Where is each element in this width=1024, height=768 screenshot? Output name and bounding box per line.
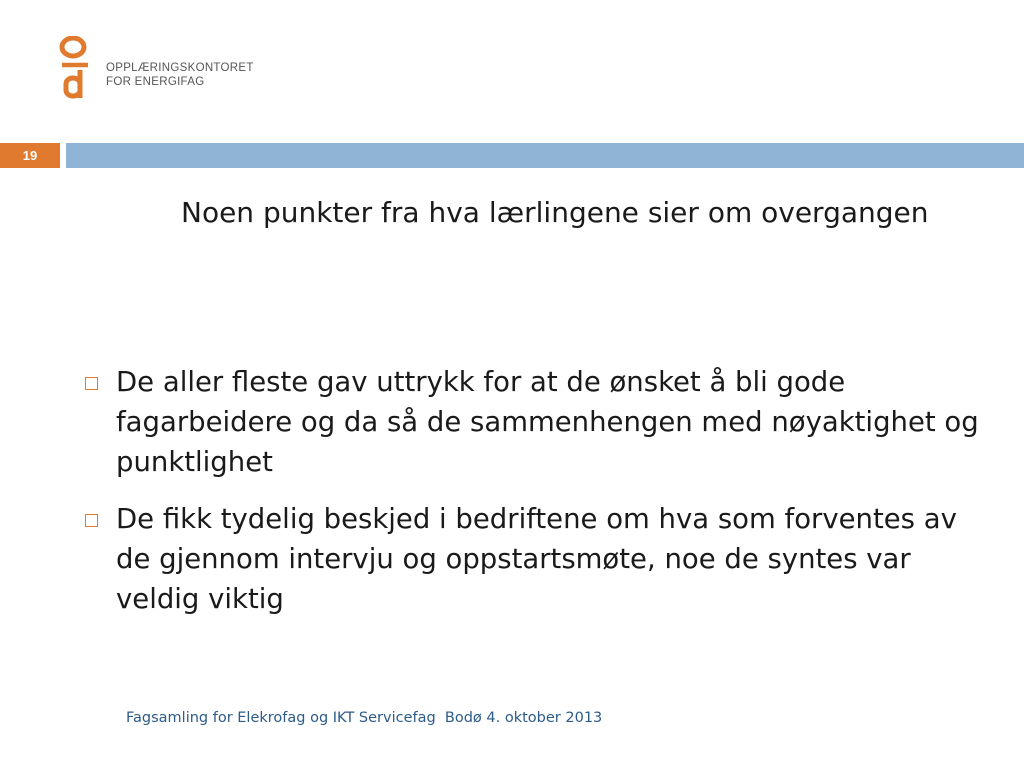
slide-title: Noen punkter fra hva lærlingene sier om overgangen: [181, 196, 929, 229]
company-logo: [58, 36, 278, 106]
bullet-list: [82, 362, 982, 636]
footer-text: Fagsamling for Elekrofag og IKT Servicefag Bodø 4. oktober 2013: [126, 710, 603, 726]
bullet-text: De aller fleste gav uttrykk for at de ønsket å bli gode fagarbeidere og da så de sammenhengen med nøyaktighet og punktlighet: [116, 366, 979, 478]
bullet-item: [82, 499, 982, 619]
bullet-box-icon: [85, 514, 98, 527]
opa-logo-icon: [58, 36, 98, 106]
bullet-item: [82, 362, 982, 482]
bullet-box-icon: [85, 377, 98, 390]
logo-text-line-1: OPPLÆRINGSKONTORET: [106, 62, 254, 74]
logo-text-line-2: FOR ENERGIFAG: [106, 76, 205, 88]
slide-number: 19: [0, 143, 60, 168]
bullet-text: De fikk tydelig beskjed i bedriftene om hva som forventes av de gjennom intervju og oppstartsmøte, noe de syntes var veldig viktig: [116, 503, 957, 615]
header-band: [66, 143, 1024, 168]
logo-text: [106, 61, 254, 89]
